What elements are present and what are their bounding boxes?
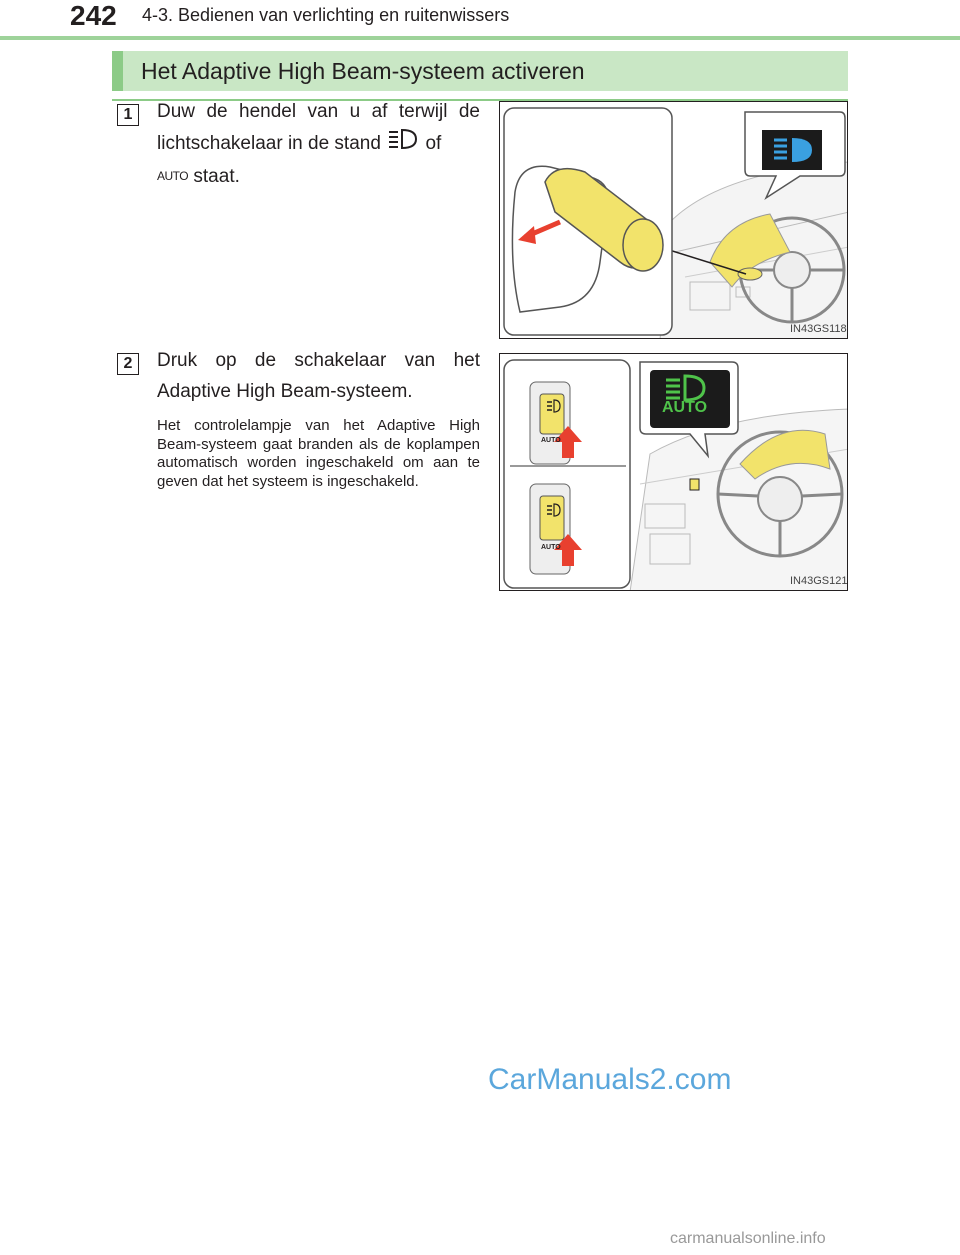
step-1-badge: 1 [117,104,139,126]
step-2-text: Druk op de schakelaar van het Adaptive High Beam-systeem. [157,350,480,402]
section-heading-bar [112,51,848,91]
step-1-text [157,96,480,192]
header-rule [0,36,960,40]
figure-1-code: IN43GS118 [790,323,847,335]
watermark: CarManuals2.com [488,1063,732,1096]
auto-icon: AUTO [157,169,189,184]
indicator-auto-label: AUTO [662,399,708,416]
step-1-text-part2: of [425,133,442,155]
step-1-text-part1: Duw de hendel van u af terwijl de lichtschakelaar in de stand [157,101,480,155]
headlight-icon [386,127,420,161]
section-title: Het Adaptive High Beam-systeem activeren [141,58,585,84]
step-2-note: Het controlelampje van het Adaptive High Beam-systeem gaat branden als de koplampen automatisch worden ingeschakeld om aan te geven dat het systeem is ingeschakeld. [157,417,480,490]
figure-lever-push [499,101,848,339]
chapter-title: 4-3. Bedienen van verlichting en ruitenwissers [142,5,510,25]
step-2-badge: 2 [117,353,139,375]
page-number: 242 [70,0,117,31]
switch-auto-label-top: AUTO [541,437,561,444]
step-1-text-part3: staat. [193,166,240,187]
figure-ahb-switch [499,353,848,591]
figure-2-code: IN43GS121 [790,575,848,587]
switch-auto-label-bottom: AUTO [541,544,561,551]
footer-url: carmanualsonline.info [670,1230,826,1247]
